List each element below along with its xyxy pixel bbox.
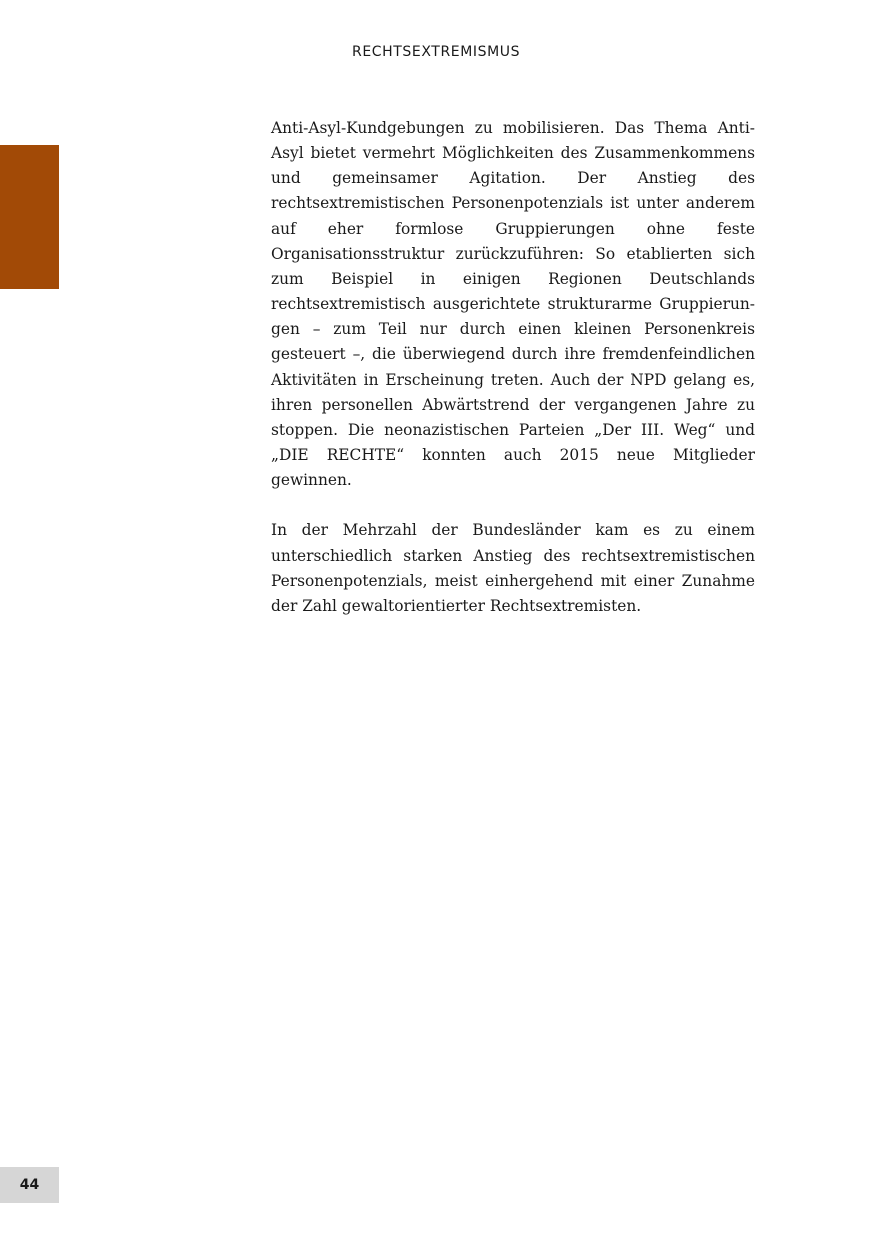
chapter-marker-tab	[0, 145, 59, 289]
paragraph-2: In der Mehrzahl der Bundesländer kam es zu einem unterschiedlich starken Anstieg des rechtsextremistischen Personenpotenzials, meist einhergehend mit einer Zunahme der Zahl gewaltorientierter Rechtsextremisten.	[271, 521, 755, 615]
running-header: RECHTSEXTREMISMUS	[352, 44, 521, 60]
body-text	[271, 116, 755, 644]
paragraph-1: Anti-Asyl-Kundgebungen zu mobilisieren. Das Thema Anti-Asyl bietet vermehrt Möglichkeiten des Zusammenkommens und gemeinsamer Agitation. Der Anstieg des rechtsextremistischen Personenpotenzials ist unter anderem auf eher formlose Gruppierungen ohne feste Organisationsstruktur zurückzuführen: So etablierten sich zum Beispiel in einigen Regionen Deutschlands rechtsextremistisch ausgerichtete strukturarme Gruppierungen – zum Teil nur durch einen kleinen Personenkreis gesteuert –, die überwiegend durch ihre fremdenfeindlichen Aktivitäten in Erscheinung treten. Auch der NPD gelang es, ihren personellen Abwärtstrend der vergangenen Jahre zu stoppen. Die neonazistischen Parteien „Der III. Weg“ und „DIE RECHTE“ konnten auch 2015 neue Mitglieder gewinnen.	[271, 119, 755, 490]
page-number: 44	[19, 1177, 40, 1193]
page-number-box	[0, 1167, 59, 1203]
